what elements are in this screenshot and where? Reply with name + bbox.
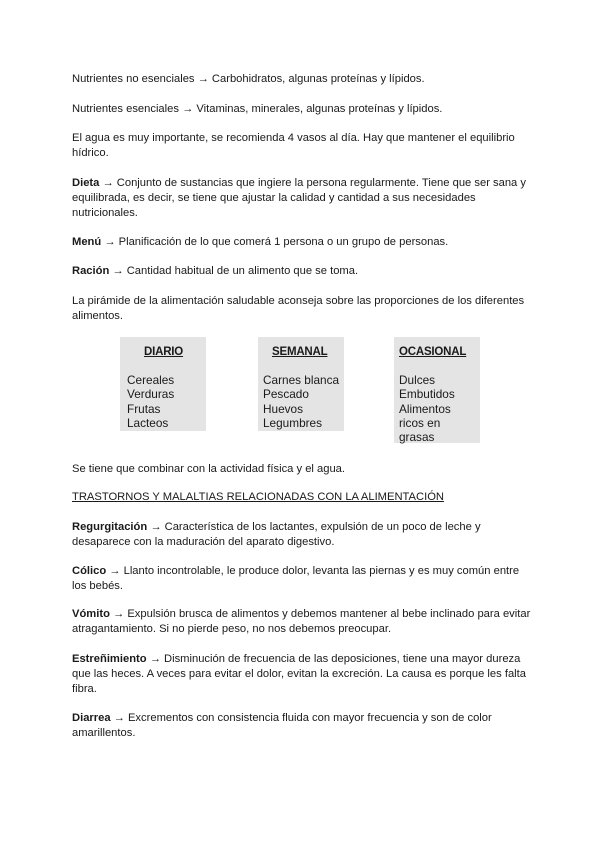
list-item: Cereales — [127, 373, 175, 387]
paragraph-piramide: La pirámide de la alimentación saludable aconseja sobre las proporciones de los diferentes alimentos. — [72, 295, 525, 322]
term-dieta: Dieta — [72, 177, 100, 189]
paragraph-combinar: Se tiene que combinar con la actividad física y el agua. — [72, 463, 346, 475]
term-diarrea: Diarrea — [72, 712, 111, 724]
text-regurgitacion: → Característica de los lactantes, expulsión de un poco de leche y desaparece con la maduración del aparato digestivo. — [72, 521, 481, 548]
term-racion: Ración — [72, 265, 110, 277]
list-item: Carnes blanca — [263, 373, 340, 387]
definition-regurgitacion — [72, 520, 534, 550]
list-item: Dulces — [399, 373, 436, 387]
text-menu: → Planificación de lo que comerá 1 persona o un grupo de personas. — [101, 236, 449, 248]
text-estrenimiento: → Disminución de frecuencia de las deposiciones, tiene una mayor dureza que las heces. A veces para evitar el dolor, evitan la excreción. La causa es porque les falta fibra. — [72, 653, 526, 695]
definition-menu — [72, 235, 534, 250]
box-diario — [120, 337, 206, 431]
box-semanal — [258, 337, 344, 431]
list-item: Alimentos — [399, 401, 451, 416]
definition-diarrea — [72, 711, 534, 741]
box-ocasional — [394, 337, 480, 443]
term-vomito: Vómito — [72, 608, 110, 620]
section-heading: TRASTORNOS Y MALALTIAS RELACIONADAS CON LA ALIMENTACIÓN — [72, 491, 444, 503]
list-item: Huevos — [263, 401, 303, 416]
paragraph-nutrientes-no-esenciales: Nutrientes no esenciales → Carbohidratos, algunas proteínas y lípidos. — [72, 73, 425, 85]
box-semanal-items — [263, 373, 339, 430]
definition-dieta — [72, 176, 534, 221]
list-item: grasas — [399, 430, 435, 445]
box-ocasional-items — [399, 373, 455, 444]
definition-vomito — [72, 607, 534, 637]
text-vomito: → Expulsión brusca de alimentos y debemos mantener al bebe inclinado para evitar atragantamiento. Si no pierde peso, no nos debemos preocupar. — [72, 608, 531, 635]
definition-racion — [72, 264, 534, 279]
box-semanal-title: SEMANAL — [272, 346, 328, 358]
term-regurgitacion: Regurgitación — [72, 521, 148, 533]
text-diarrea: → Excrementos con consistencia fluida con mayor frecuencia y son de color amarillentos. — [72, 712, 492, 739]
box-ocasional-title: OCASIONAL — [399, 346, 467, 358]
definition-colico — [72, 564, 534, 594]
definition-estrenimiento — [72, 652, 534, 697]
text-colico: → Llanto incontrolable, le produce dolor, levanta las piernas y es muy común entre los bebés. — [72, 565, 520, 592]
box-diario-title: DIARIO — [144, 346, 184, 358]
term-colico: Cólico — [72, 565, 107, 577]
box-diario-items — [127, 373, 174, 430]
text-racion: → Cantidad habitual de un alimento que se toma. — [109, 265, 359, 277]
list-item: Pescado — [263, 387, 309, 402]
list-item: Lacteos — [127, 415, 169, 430]
term-estrenimiento: Estreñimiento — [72, 653, 147, 665]
term-menu: Menú — [72, 236, 102, 248]
list-item: Legumbres — [263, 415, 323, 430]
list-item: ricos en — [399, 415, 441, 430]
list-item: Embutidos — [399, 387, 455, 402]
text-dieta: → Conjunto de sustancias que ingiere la persona regularmente. Tiene que ser sana y equilibrada, es decir, se tiene que ajustar la calidad y cantidad a sus necesidades nutricionales. — [72, 177, 526, 219]
paragraph-agua: El agua es muy importante, se recomienda 4 vasos al día. Hay que mantener el equilibrio hídrico. — [72, 132, 515, 159]
list-item: Verduras — [127, 387, 175, 402]
list-item: Frutas — [127, 401, 161, 416]
paragraph-nutrientes-esenciales: Nutrientes esenciales → Vitaminas, minerales, algunas proteínas y lípidos. — [72, 103, 443, 115]
